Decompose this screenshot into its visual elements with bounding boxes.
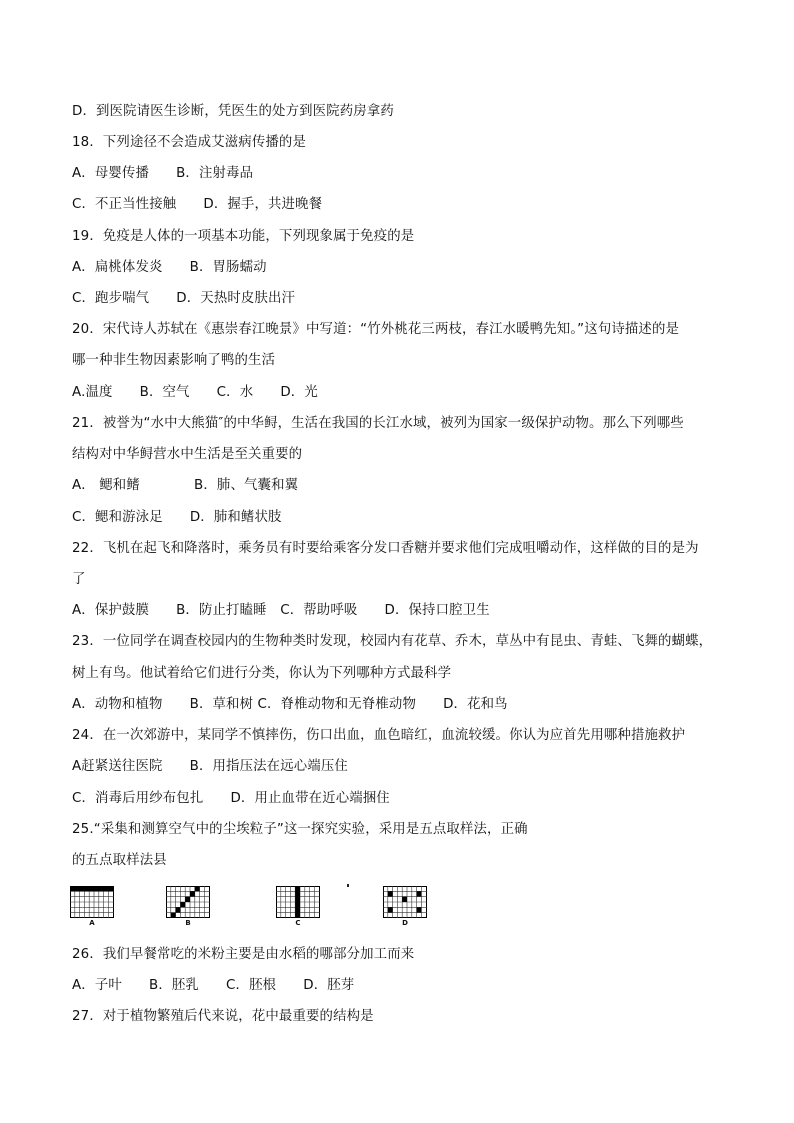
question-19: 19．免疫是人体的一项基本功能，下列现象属于免疫的是 (72, 229, 415, 244)
question-24: 24．在一次郊游中，某同学不慎摔伤，伤口出血，血色暗红，血流较缓。你认为应首先用哪种措施救护 (72, 728, 686, 743)
figure-label-c: C (295, 919, 301, 927)
question-23: 23．一位同学在调查校园内的生物种类时发现，校园内有花草、乔木，草丛中有昆虫、青蛙、飞舞的蝴蝶， (72, 634, 713, 649)
question-21: 21．被誉为“水中大熊猫″的中华鲟，生活在我国的长江水域，被列为国家一级保护动物。那么下列哪些 (72, 416, 684, 431)
question-27: 27．对于植物繁殖后代来说，花中最重要的结构是 (72, 1009, 374, 1024)
grid-b-icon (166, 886, 210, 918)
question-21-continued: 结构对中华鲟营水中生活是至关重要的 (72, 447, 303, 462)
question-18: 18．下列途径不会造成艾滋病传播的是 (72, 135, 306, 150)
answer-option-line: C．鳃和游泳足 D．肺和鳍状肢 (72, 510, 282, 525)
sampling-figure-c (276, 886, 320, 932)
question-25-continued: 的五点取样法县 (72, 853, 167, 868)
grid-a-icon (70, 886, 114, 918)
answer-option-line: A．保护鼓膜 B．防止打瞌睡 C．帮助呼吸 D．保持口腔卫生 (72, 603, 490, 618)
answer-option-line: A．扁桃体发炎 B．胃肠蠕动 (72, 260, 267, 275)
answer-option-line: A．母婴传播 B．注射毒品 (72, 166, 254, 181)
question-23-continued: 树上有鸟。他试着给它们进行分类，你认为下列哪种方式最科学 (72, 666, 452, 681)
grid-c-icon (276, 886, 320, 918)
grid-d-icon (383, 886, 427, 918)
figure-label-b: B (185, 919, 191, 927)
question-20-continued: 哪一种非生物因素影响了鸭的生活 (72, 353, 276, 368)
answer-option-line: A． 鳃和鳍 B．肺、气囊和翼 (72, 478, 299, 493)
answer-option-line: A．动物和植物 B．草和树 C．脊椎动物和无脊椎动物 D．花和鸟 (72, 697, 508, 712)
answer-option-line: C．跑步喘气 D．天热时皮肤出汗 (72, 291, 296, 306)
answer-option-line: C．不正当性接触 D．握手，共进晚餐 (72, 197, 323, 212)
question-26: 26．我们早餐常吃的米粉主要是由水稻的哪部分加工而来 (72, 947, 415, 962)
figure-label-a: A (89, 919, 95, 927)
answer-option-line: A.温度 B．空气 C．水 D．光 (72, 385, 318, 400)
figure-label-d: D (402, 919, 408, 927)
answer-option-line: D．到医院请医生诊断，凭医生的处方到医院药房拿药 (72, 104, 394, 119)
question-25: 25.“采集和测算空气中的尘埃粒子”这一探究实验，采用是五点取样法，正确 (72, 822, 528, 837)
answer-option-line: C．消毒后用纱布包扎 D．用止血带在近心端捆住 (72, 791, 390, 806)
sampling-figure-d (383, 886, 427, 932)
question-20: 20．宋代诗人苏轼在《惠崇春江晚景》中写道：“竹外桃花三两枝，春江水暖鸭先知。”这句诗描述的是 (72, 322, 680, 337)
sampling-figure-a (70, 886, 114, 932)
question-22-continued: 了 (72, 572, 86, 587)
sampling-figures (0, 886, 794, 934)
sampling-figure-b (166, 886, 210, 932)
answer-option-line: A．子叶 B．胚乳 C．胚根 D．胚芽 (72, 978, 355, 993)
question-22: 22．飞机在起飞和降落时，乘务员有时要给乘客分发口香糖并要求他们完成咀嚼动作，这样做的目的是为 (72, 541, 699, 556)
answer-option-line: A赶紧送往医院 B．用指压法在远心端压住 (72, 759, 348, 774)
